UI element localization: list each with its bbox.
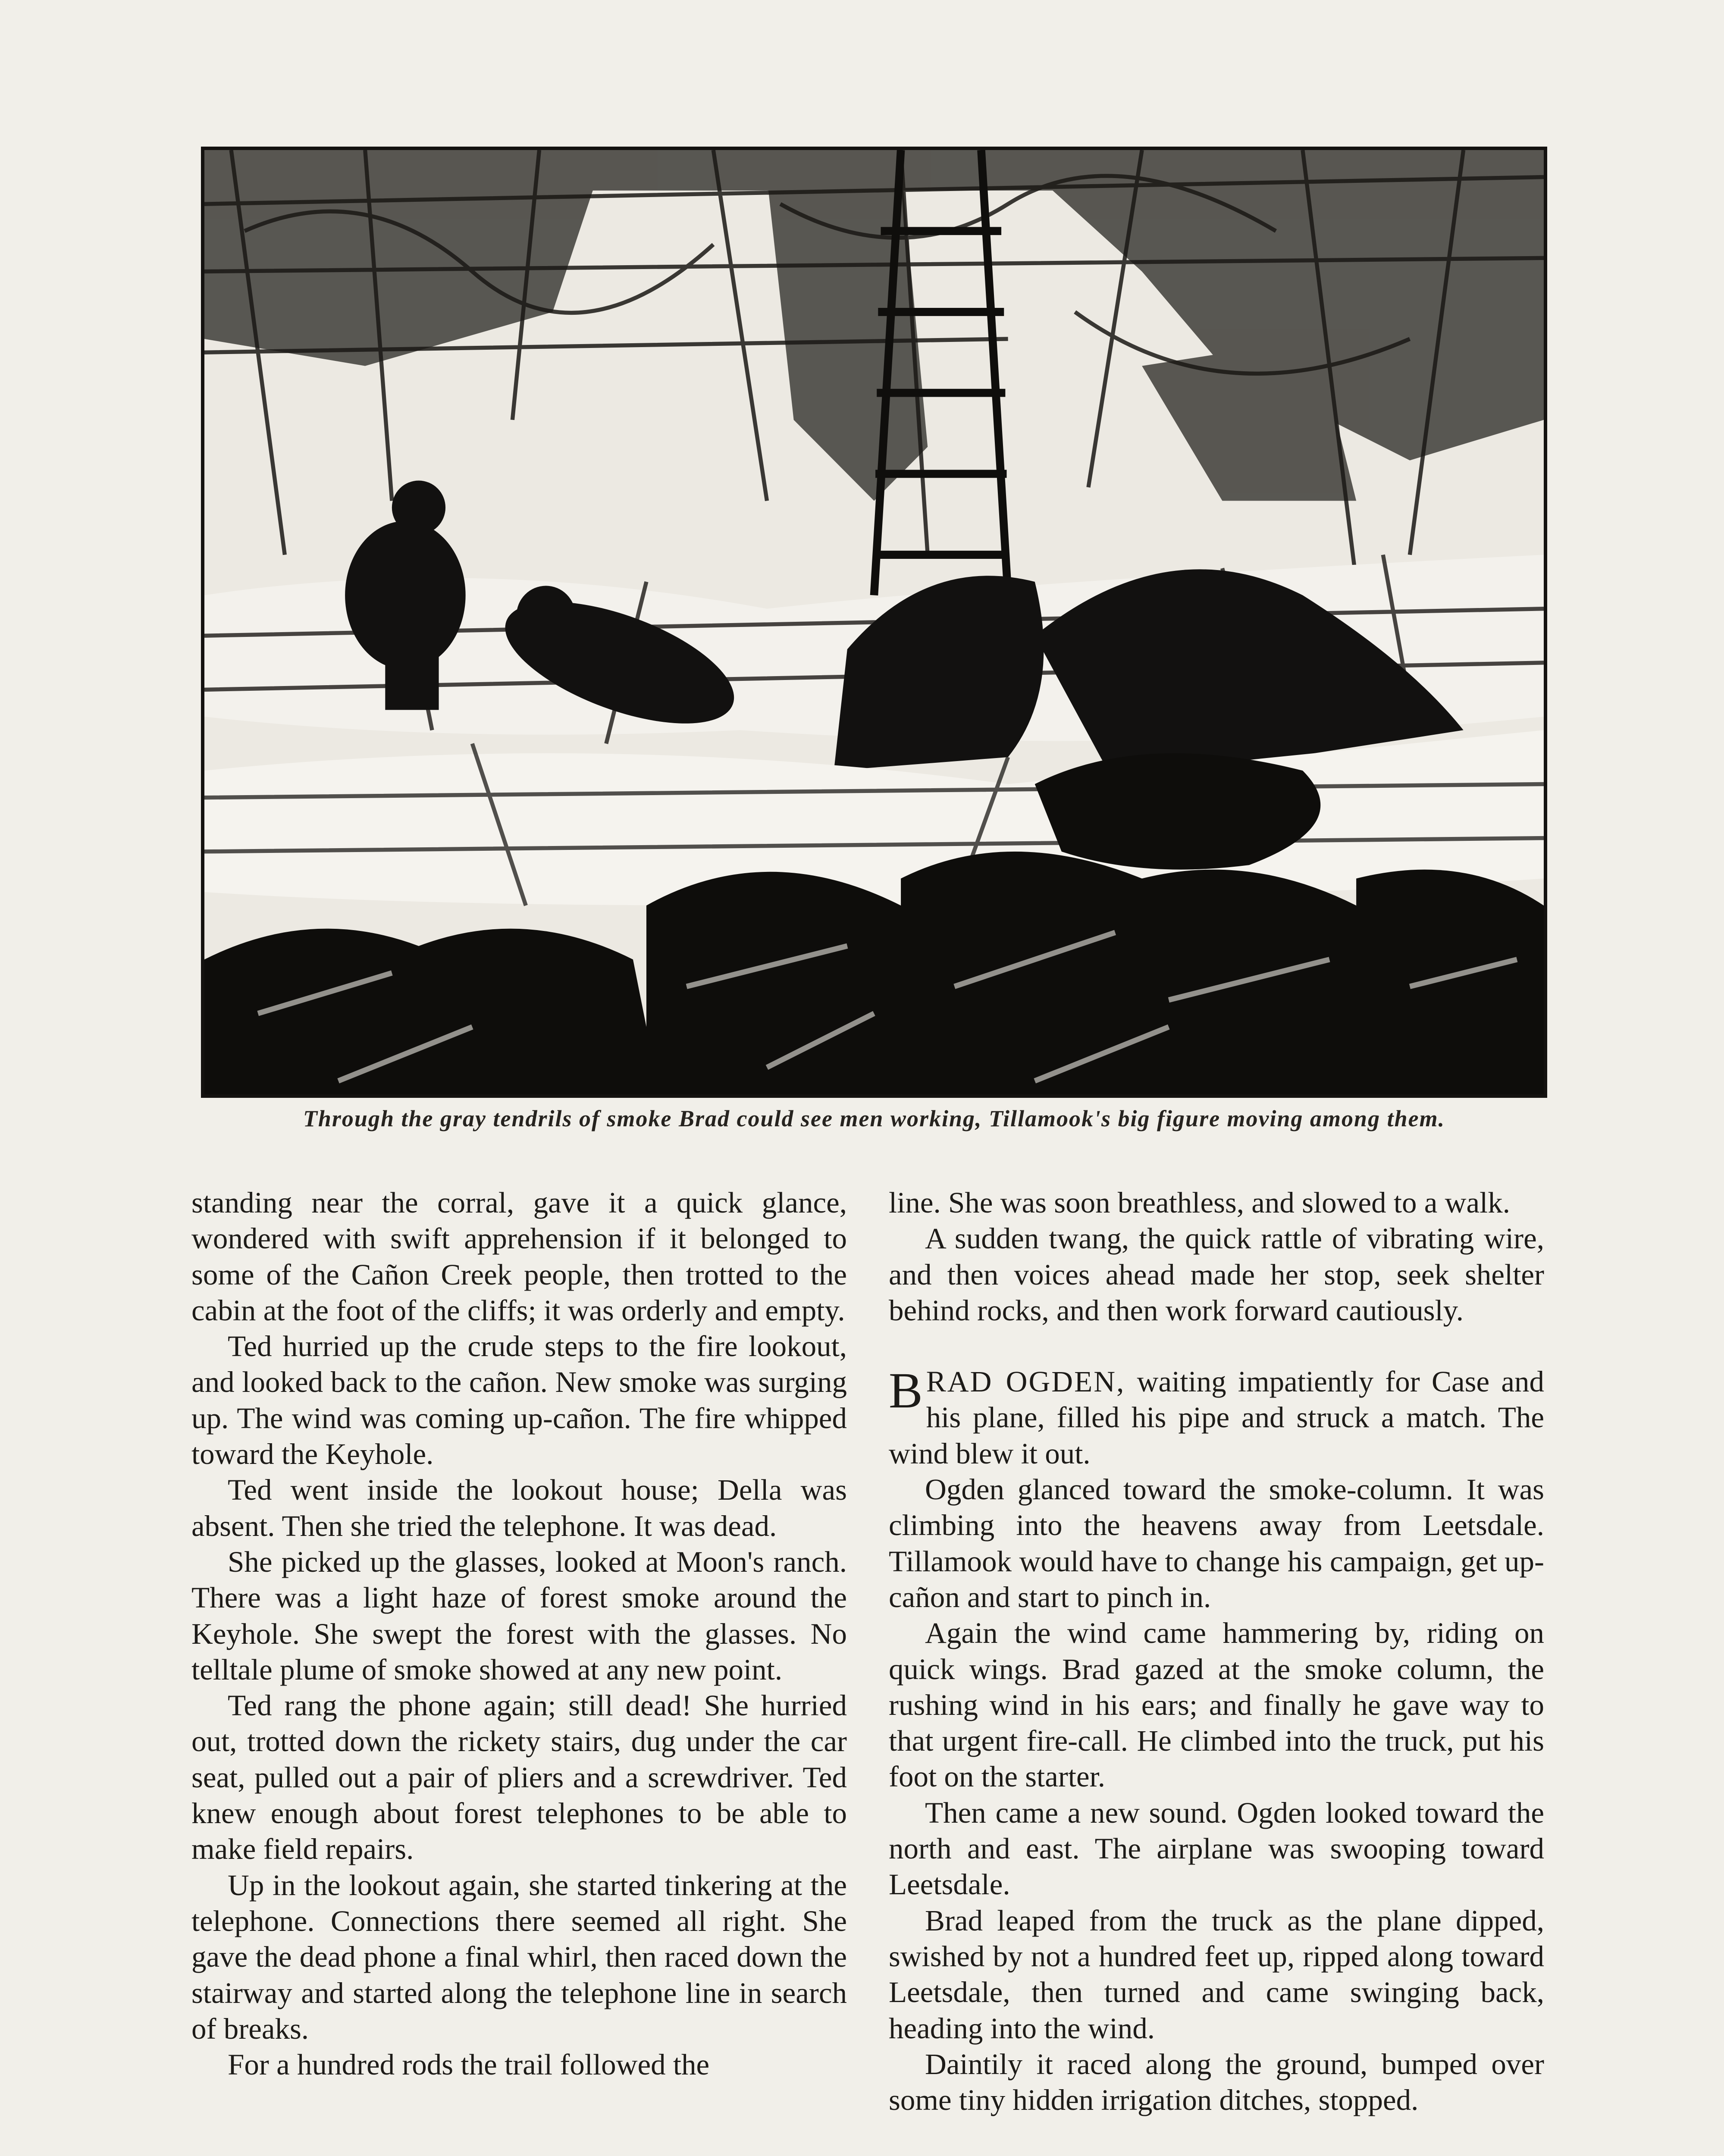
paragraph: For a hundred rods the trail followed the — [228, 2048, 710, 2081]
section-lead-in: RAD OGDEN, — [926, 1365, 1125, 1398]
paragraph: Ted hurried up the crude steps to the fire lookout, and looked back to the cañon. New smoke was surging up. The wind was coming up-cañon. The fire whipped toward the Keyhole. — [191, 1330, 847, 1471]
right-text-column — [889, 1185, 1544, 2118]
paragraph: Brad leaped from the truck as the plane dipped, swished by not a hundred feet up, ripped along toward Leetsdale, then turned and came swinging back, heading into the wind. — [889, 1904, 1544, 2045]
forest-fire-illustration — [204, 150, 1544, 1094]
illustration-caption: Through the gray tendrils of smoke Brad could see men working, Tillamook's big figure moving among them. — [303, 1106, 1445, 1131]
section-opening-paragraph — [889, 1364, 1544, 1472]
paragraph: Then came a new sound. Ogden looked toward the north and east. The airplane was swooping toward Leetsdale. — [889, 1796, 1544, 1901]
section-break — [889, 1329, 1544, 1364]
illustration — [201, 147, 1547, 1098]
paragraph: She picked up the glasses, looked at Moon's ranch. There was a light haze of forest smoke around the Keyhole. She swept the forest with the glasses. No telltale plume of smoke showed at any new point. — [191, 1545, 847, 1686]
paragraph: standing near the corral, gave it a quick glance, wondered with swift apprehension if it belonged to some of the Cañon Creek people, then trotted to the cabin at the foot of the cliffs; it was orderly and empty. — [191, 1186, 847, 1327]
paragraph: Up in the lookout again, she started tinkering at the telephone. Connections there seemed all right. She gave the dead phone a final whirl, then raced down the stairway and started along the telephone line in search of breaks. — [191, 1868, 847, 2045]
paragraph: Again the wind came hammering by, riding on quick wings. Brad gazed at the smoke column, the rushing wind in his ears; and finally he gave way to that urgent fire-call. He climbed into the truck, put his foot on the starter. — [889, 1617, 1544, 1793]
section-opening-text: waiting impatiently for Case and his plane, filled his pipe and struck a match. The wind blew it out. — [889, 1365, 1544, 1470]
left-text-column — [191, 1185, 847, 2083]
drop-cap: B — [889, 1362, 923, 1419]
paragraph: Ogden glanced toward the smoke-column. It was climbing into the heavens away from Leetsdale. Tillamook would have to change his campaign, get up-cañon and start to pinch in. — [889, 1473, 1544, 1614]
paragraph: Daintily it raced along the ground, bumped over some tiny hidden irrigation ditches, stopped. — [889, 2047, 1544, 2117]
paragraph: A sudden twang, the quick rattle of vibrating wire, and then voices ahead made her stop, seek shelter behind rocks, and then work forward cautiously. — [889, 1222, 1544, 1327]
paragraph: line. She was soon breathless, and slowed to a walk. — [889, 1186, 1511, 1219]
paragraph: Ted rang the phone again; still dead! She hurried out, trotted down the rickety stairs, dug under the car seat, pulled out a pair of pliers and a screwdriver. Ted knew enough about forest telephones to be able to make field repairs. — [191, 1689, 847, 1866]
paragraph: Ted went inside the lookout house; Della was absent. Then she tried the telephone. It was dead. — [191, 1473, 847, 1542]
